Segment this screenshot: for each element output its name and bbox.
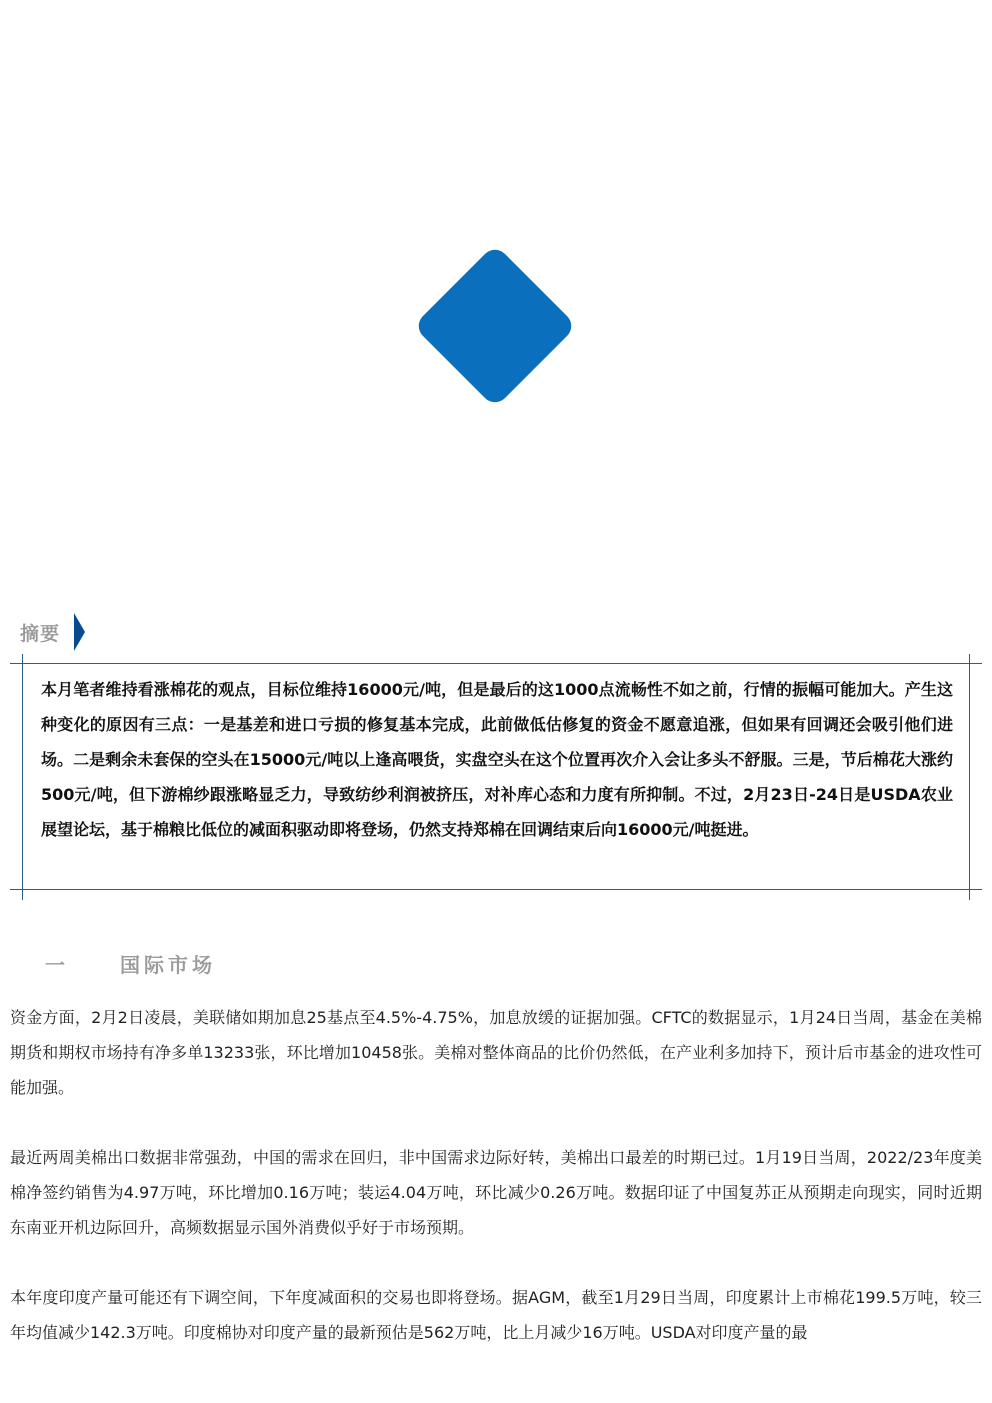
abstract-box-left-border bbox=[22, 654, 23, 900]
paragraph-india: 本年度印度产量可能还有下调空间，下年度减面积的交易也即将登场。据AGM，截至1月29日当周，印度累计上市棉花199.5万吨，较三年均值减少142.3万吨。印度棉协对印度产量的最新预估是562万吨，比上月减少16万吨。USDA对印度产量的最 bbox=[10, 1288, 982, 1342]
abstract-box-right-border bbox=[969, 654, 970, 900]
abstract-box-top-border bbox=[10, 663, 982, 664]
decorative-diamond-logo bbox=[413, 244, 577, 408]
section-header bbox=[45, 948, 216, 978]
section-title: 国际市场 bbox=[120, 952, 216, 977]
abstract-title: 摘要 bbox=[20, 622, 61, 645]
paragraph-funds: 资金方面，2月2日凌晨，美联储如期加息25基点至4.5%-4.75%，加息放缓的证据加强。CFTC的数据显示，1月24日当周，基金在美棉期货和期权市场持有净多单13233张，环比增加10458张。美棉对整体商品的比价仍然低，在产业利多加持下，预计后市基金的进攻性可能加强。 bbox=[10, 1008, 982, 1097]
abstract-box-bottom-border bbox=[10, 889, 982, 890]
chevron-right-icon bbox=[74, 613, 85, 651]
paragraph-exports: 最近两周美棉出口数据非常强劲，中国的需求在回归，非中国需求边际好转，美棉出口最差的时期已过。1月19日当周，2022/23年度美棉净签约销售为4.97万吨，环比增加0.16万吨；装运4.04万吨，环比减少0.26万吨。数据印证了中国复苏正从预期走向现实，同时近期东南亚开机边际回升，高频数据显示国外消费似乎好于市场预期。 bbox=[10, 1148, 982, 1237]
abstract-header bbox=[20, 612, 85, 652]
abstract-text: 本月笔者维持看涨棉花的观点，目标位维持16000元/吨，但是最后的这1000点流畅性不如之前，行情的振幅可能加大。产生这种变化的原因有三点：一是基差和进口亏损的修复基本完成，此前做低估修复的资金不愿意追涨，但如果有回调还会吸引他们进场。二是剩余未套保的空头在15000元/吨以上逢高喂货，实盘空头在这个位置再次介入会让多头不舒服。三是，节后棉花大涨约500元/吨，但下游棉纱跟涨略显乏力，导致纺纱利润被挤压，对补库心态和力度有所抑制。不过，2月23日-24日是USDA农业展望论坛，基于棉粮比低位的减面积驱动即将登场，仍然支持郑棉在回调结束后向16000元/吨挺进。 bbox=[41, 680, 953, 839]
section-number: 一 bbox=[45, 952, 65, 977]
